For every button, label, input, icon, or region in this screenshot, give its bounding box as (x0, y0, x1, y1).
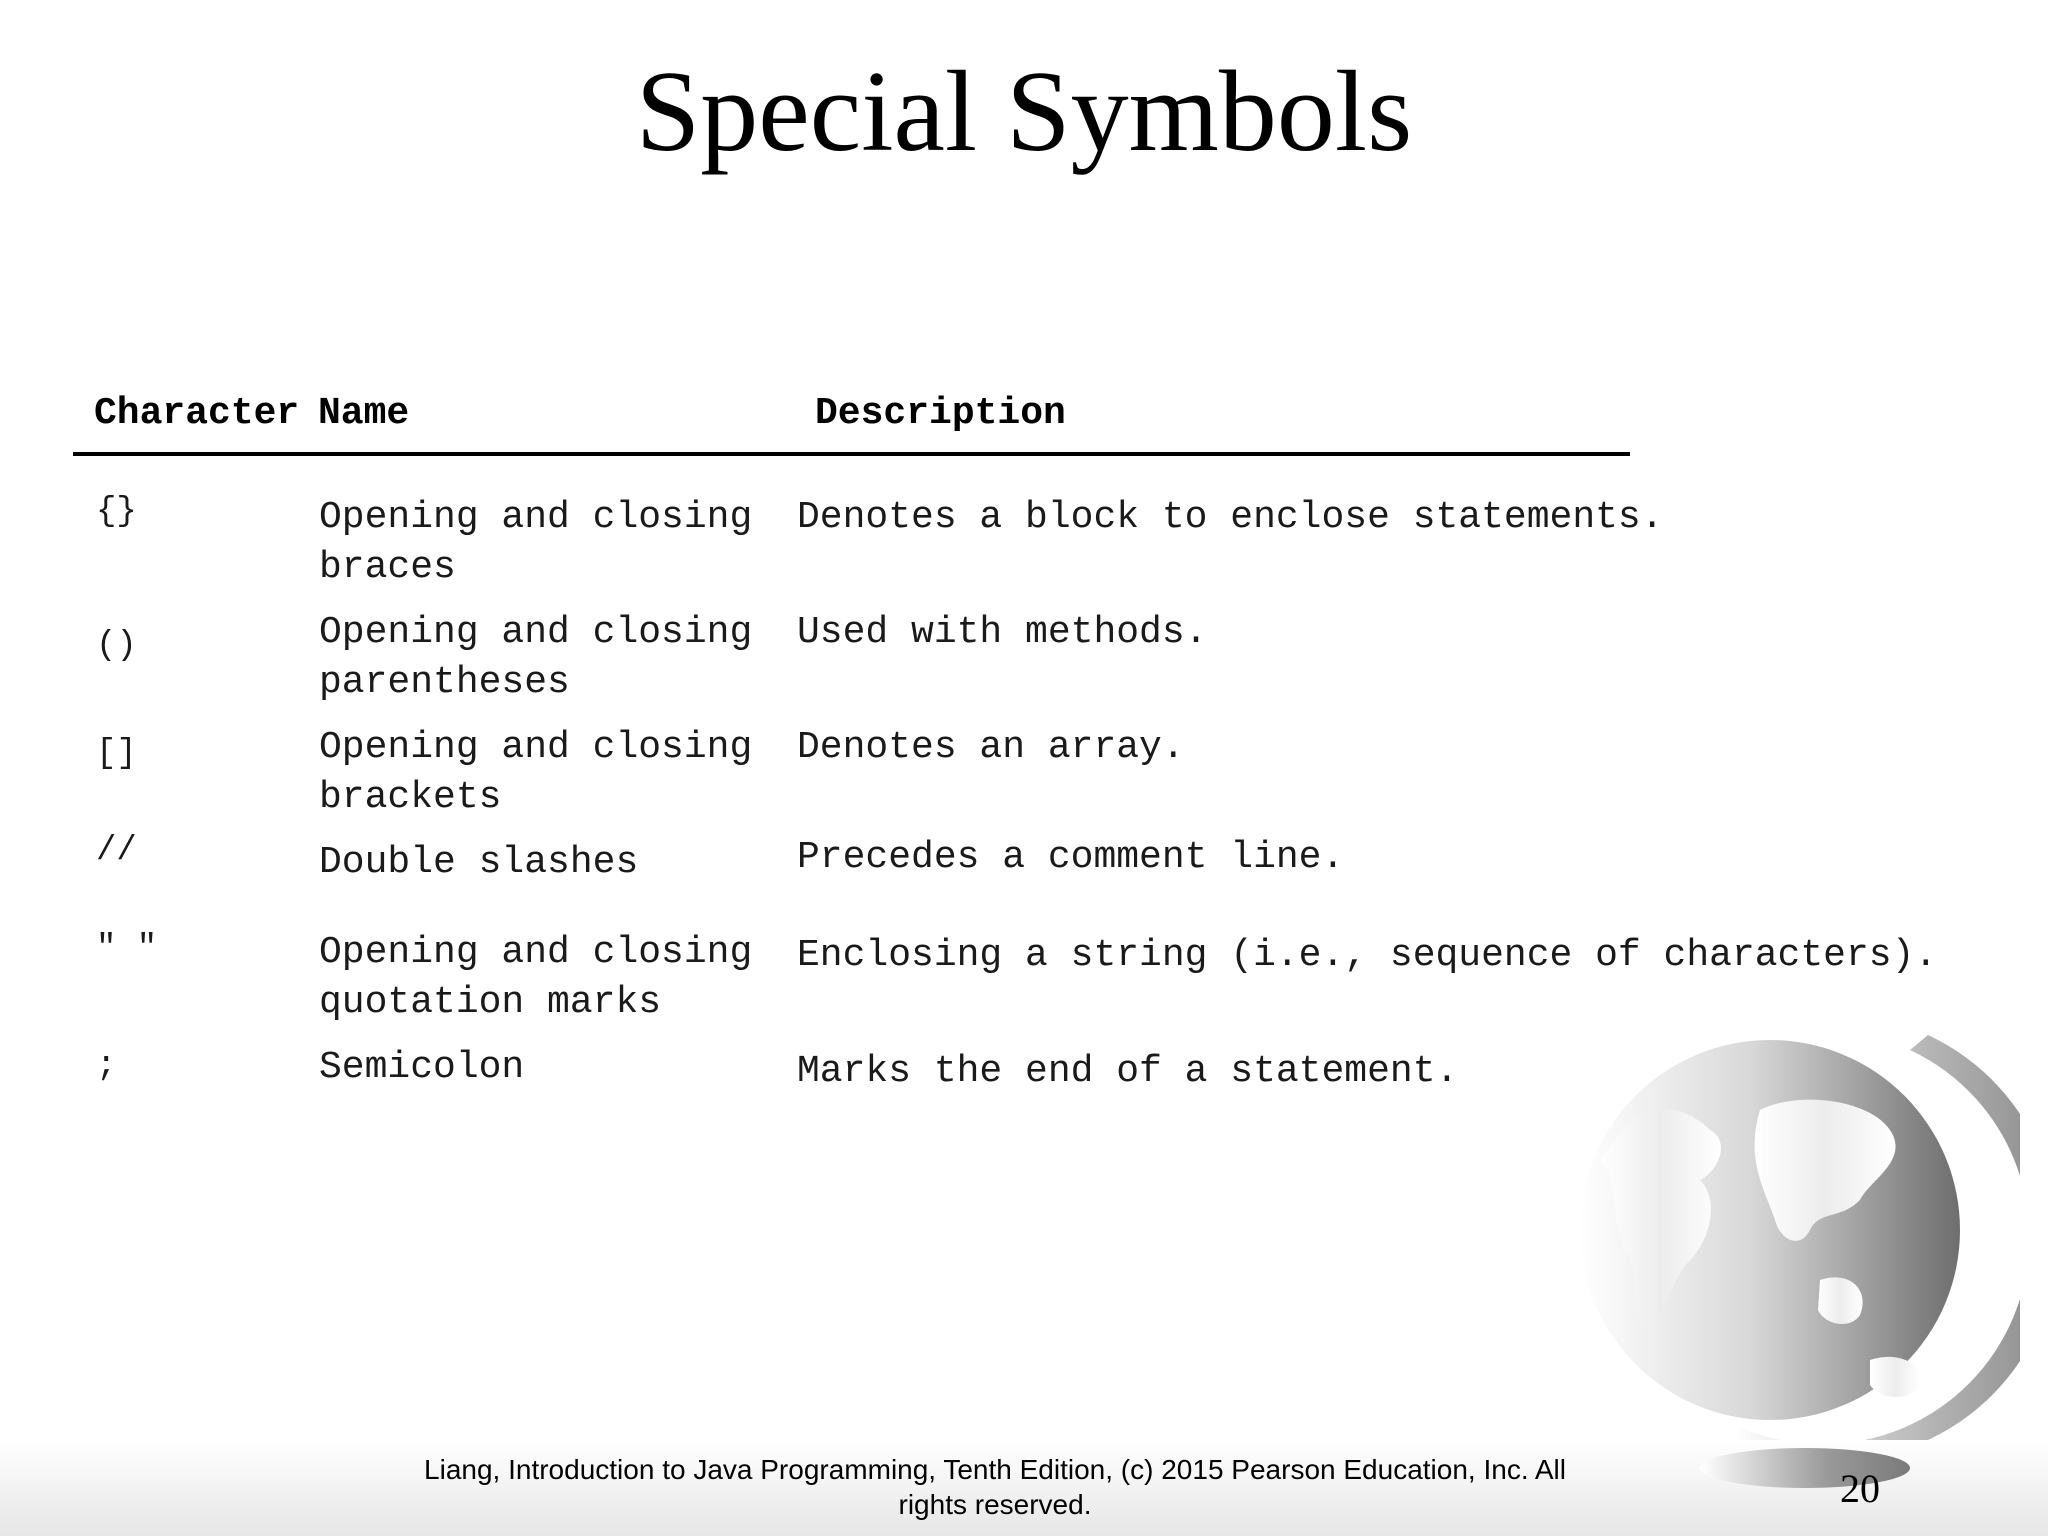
name-cell: Semicolon (319, 1046, 525, 1089)
symbol-cell: {} (96, 493, 137, 531)
header-description: Description (815, 392, 1066, 435)
name-cell: Double slashes (319, 841, 639, 884)
symbol-cell: () (96, 627, 137, 665)
description-cell: Used with methods. (797, 611, 1208, 654)
globe-icon (1570, 1030, 2020, 1500)
footer-copyright: Liang, Introduction to Java Programming, Tenth Edition, (c) 2015 Pearson Education, Inc. All rights reserved. (424, 1454, 1566, 1520)
header-character: Character (94, 392, 300, 435)
symbol-cell: " " (96, 930, 158, 968)
name-cell: Opening and closing braces (319, 496, 753, 589)
header-name: Name (318, 392, 410, 435)
description-cell: Denotes an array. (797, 726, 1185, 769)
page-number: 20 (1840, 1466, 1880, 1511)
name-cell: Opening and closing brackets (319, 726, 753, 819)
symbol-cell: ; (96, 1047, 117, 1085)
symbol-cell: [] (96, 735, 137, 773)
description-cell: Enclosing a string (i.e., sequence of characters). (797, 934, 1938, 977)
header-rule (73, 452, 1630, 456)
name-cell: Opening and closing parentheses (319, 611, 753, 704)
description-cell: Marks the end of a statement. (797, 1050, 1459, 1093)
description-cell: Denotes a block to enclose statements. (797, 496, 1664, 539)
slide-title: Special Symbols (635, 48, 1413, 176)
symbol-cell: // (96, 832, 137, 870)
name-cell: Opening and closing quotation marks (319, 931, 753, 1024)
description-cell: Precedes a comment line. (797, 836, 1345, 879)
